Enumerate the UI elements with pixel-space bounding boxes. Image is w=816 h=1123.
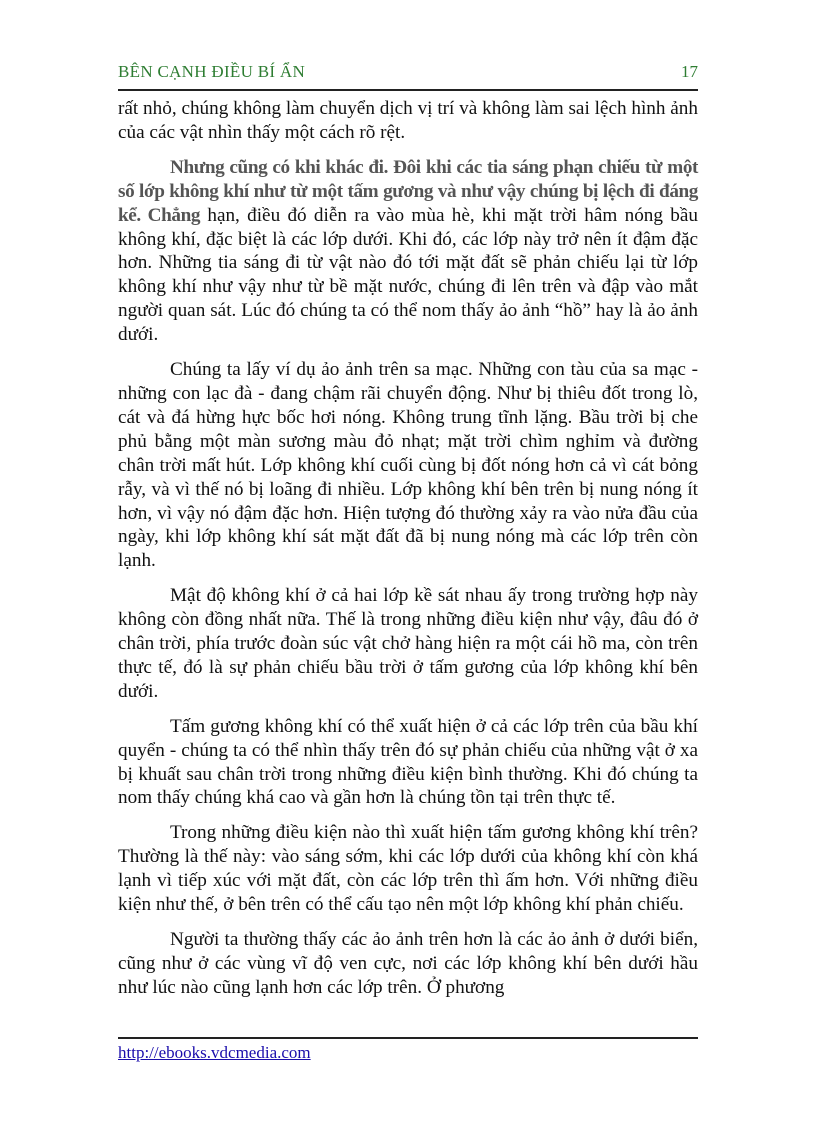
paragraph-4-text: Mật độ không khí ở cả hai lớp kề sát nhau ấy trong trường hợp này không còn đồng nhất nữa. Thế là trong những điều kiện như vậy, đâu đó ở chân trời, phía trước đoàn súc vật chở hàng hiện ra một cái hồ ma, còn trên thực tế, đó là sự phản chiếu bầu trời ở tấm gương của lớp không khí bên dưới. bbox=[118, 585, 698, 702]
paragraph-2-text: hạn, điều đó diễn ra vào mùa hè, khi mặt trời hâm nóng bầu không khí, đặc biệt là các lớp dưới. Khi đó, các lớp này trở nên ít đậm đặc hơn. Những tia sáng đi từ vật nào đó tới mặt đất sẽ phản chiếu lại từ lớp không khí như vậy như từ bề mặt nước, chúng đi lên trên và đập vào mắt người quan sát. Lúc đó chúng ta có thể nom thấy ảo ảnh “hồ” hay là ảo ảnh dưới. bbox=[118, 204, 698, 346]
paragraph-4 bbox=[118, 584, 698, 704]
paragraph-1 bbox=[118, 97, 698, 145]
paragraph-5 bbox=[118, 715, 698, 811]
paragraph-5-text: Tấm gương không khí có thể xuất hiện ở cả các lớp trên của bầu khí quyển - chúng ta có thể nhìn thấy trên đó sự phản chiếu của những vật ở xa bị khuất sau chân trời trong những điều kiện bình thường. Khi đó chúng ta nom thấy chúng khá cao và gần hơn là chúng tồn tại trên thực tế. bbox=[118, 715, 698, 809]
paragraph-6-text: Trong những điều kiện nào thì xuất hiện tấm gương không khí trên? Thường là thế này: vào sáng sớm, khi các lớp dưới của không khí còn khá lạnh vì tiếp xúc với mặt đất, còn các lớp trên thì ấm hơn. Với những điều kiện như thế, ở bên trên có thể cấu tạo nên một lớp không khí phản chiếu. bbox=[118, 822, 698, 916]
paragraph-2-bold-text: Nhưng cũng có khi khác đi. Đôi khi các tia sáng phạn chiếu từ một số lớp không khí như từ một tấm gương và như vậy chúng bị lệch đi đáng kể. Chẳng bbox=[118, 156, 698, 226]
page-number: 17 bbox=[681, 62, 698, 81]
page-header bbox=[118, 62, 698, 88]
paragraph-6 bbox=[118, 821, 698, 917]
paragraph-3-text: Chúng ta lấy ví dụ ảo ảnh trên sa mạc. Những con tàu của sa mạc - những con lạc đà - đang chậm rãi chuyển động. Như bị thiêu đốt trong lò, cát và đá hừng hực bốc hơi nóng. Không trung tĩnh lặng. Bầu trời bị che phủ bằng một màn sương màu đỏ nhạt; mặt trời chìm nghỉm và đường chân trời mất hút. Lớp không khí cuối cùng bị đốt nóng hơn cả vì cát bỏng rẫy, và vì thế nó bị loãng đi nhiều. Lớp không khí bên trên bị nung nóng ít hơn, vì vậy nó đậm đặc hơn. Hiện tượng đó thường xảy ra vào nửa đầu của ngày, khi lớp không khí sát mặt đất đã bị nung nóng mà các lớp trên còn lạnh. bbox=[118, 359, 698, 572]
paragraph-7 bbox=[118, 928, 698, 1000]
footer-website-link[interactable]: http://ebooks.vdcmedia.com bbox=[118, 1043, 311, 1062]
header-divider bbox=[118, 89, 698, 91]
paragraph-1-text: rất nhỏ, chúng không làm chuyển dịch vị trí và không làm sai lệch hình ảnh của các vật nhìn thấy một cách rõ rệt. bbox=[118, 98, 698, 143]
running-title: BÊN CẠNH ĐIỀU BÍ ẨN bbox=[118, 62, 306, 81]
body-text bbox=[118, 97, 698, 1011]
paragraph-7-text: Người ta thường thấy các ảo ảnh trên hơn là các ảo ảnh ở dưới biển, cũng như ở các vùng vĩ độ ven cực, nơi các lớp không khí bên dưới hầu như lúc nào cũng lạnh hơn các lớp trên. Ở phương bbox=[118, 929, 698, 998]
footer-divider bbox=[118, 1037, 698, 1039]
paragraph-3 bbox=[118, 358, 698, 573]
paragraph-2 bbox=[118, 156, 698, 347]
